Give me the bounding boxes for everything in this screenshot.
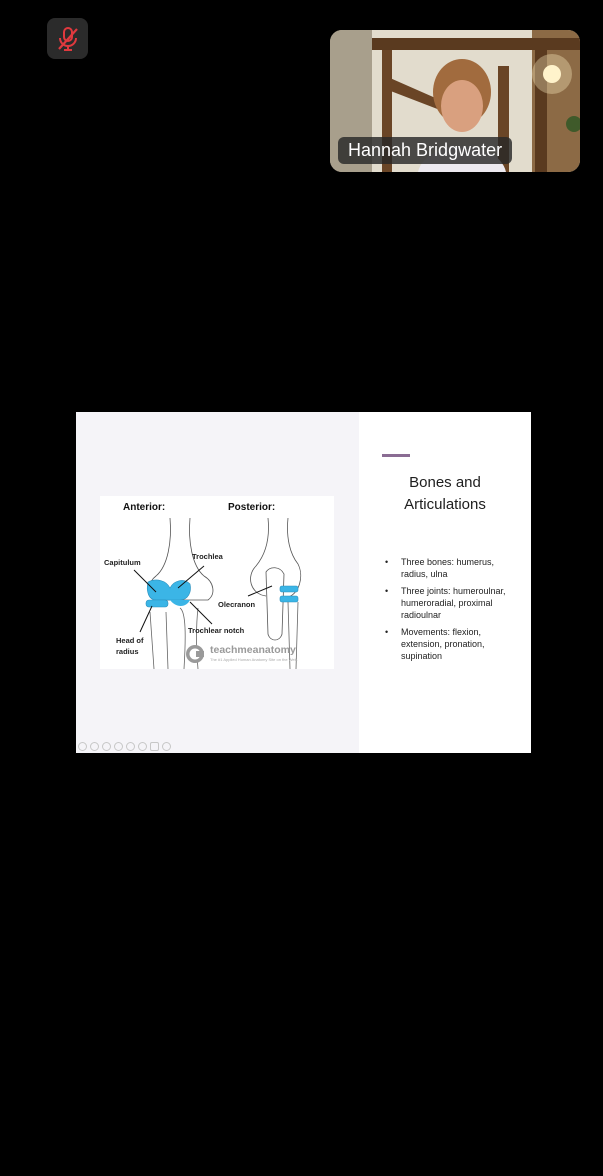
brand-tagline: The #1 Applied Human Anatomy Site on the Web. [210,657,298,662]
elbow-anatomy-diagram [100,496,334,669]
search-icon[interactable] [126,742,135,751]
participant-name-label: Hannah Bridgwater [338,137,512,164]
slide-title-text: Bones and Articulations [404,474,486,513]
bullet-item: • Three joints: humeroulnar, humeroradial, proximal radioulnar [383,585,523,621]
label-head-of-radius: Head of radius [116,636,144,656]
label-trochlear-notch: Trochlear notch [188,626,245,635]
zoom-icon[interactable] [114,742,123,751]
mic-off-icon [56,26,80,52]
label-capitulum: Capitulum [104,558,141,567]
more-icon[interactable] [162,742,171,751]
shared-slide [76,412,531,753]
pen-icon[interactable] [102,742,111,751]
present-icon[interactable] [150,742,159,751]
label-olecranon: Olecranon [218,600,256,609]
accent-bar [382,454,410,457]
grid-icon[interactable] [138,742,147,751]
label-trochlea: Trochlea [192,552,223,561]
slide-text-panel [359,412,531,753]
bullet-item: • Movements: flexion, extension, pronation, supination [383,626,523,662]
brand-name: teachmeanatomy [210,644,296,656]
mic-muted-button[interactable] [47,18,88,59]
slide-bullet-list [383,556,523,667]
anterior-heading: Anterior: [123,502,166,513]
slide-title [359,472,531,516]
next-icon[interactable] [90,742,99,751]
participant-video-tile[interactable] [330,30,580,172]
posterior-heading: Posterior: [228,502,276,513]
slide-image-panel [76,412,359,753]
bullet-item: • Three bones: humerus, radius, ulna [383,556,523,580]
prev-icon[interactable] [78,742,87,751]
slide-toolbar [78,742,171,751]
